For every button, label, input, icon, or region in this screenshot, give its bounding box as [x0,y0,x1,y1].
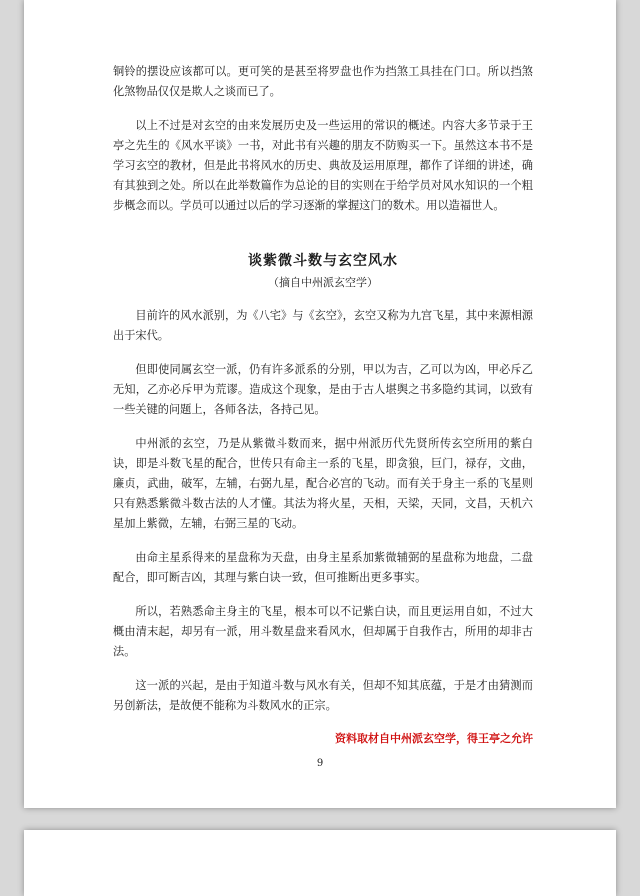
article-paragraph-4: 由命主星系得来的星盘称为天盘，由身主星系加紫微辅弼的星盘称为地盘，二盘配合，即可断吉凶，其理与紫白诀一致，但可推断出更多事实。 [113,551,533,584]
article-paragraph-2: 但即使同属玄空一派，仍有许多派系的分别，甲以为吉，乙可以为凶，甲必斥乙无知，乙亦必斥甲为荒谬。造成这个现象，是由于古人堪舆之书多隐约其词，以致有一些关键的问题上，各师各法，各持己见。 [113,363,533,416]
article-paragraph-5: 所以，若熟悉命主身主的飞星，根本可以不记紫白诀，而且更运用自如，不过大概由清末起，却另有一派，用斗数星盘来看风水，但却属于自我作古，所用的却非古法。 [113,605,533,658]
document-page [24,0,616,808]
page-content [113,62,533,746]
intro-paragraph-2: 以上不过是对玄空的由来发展历史及一些运用的常识的概述。内容大多节录于王亭之先生的《风水平谈》一书，对此书有兴趣的朋友不防购买一下。虽然这本书不是学习玄空的教材，但是此书将风水的历史、典故及运用原理，都作了详细的讲述，确有其独到之处。所以在此举数篇作为总论的目的实则在于给学员对风水知识的一个粗步概念而以。学员可以通过以后的学习逐渐的掌握这门的数术。用以造福世人。 [113,119,533,212]
article-subtitle: （摘自中州派玄空学） [268,276,378,289]
article-title: 谈紫微斗数与玄空风水 [248,253,398,269]
source-note: 资料取材自中州派玄空学，得王亭之允许 [335,732,533,745]
article-paragraph-6: 这一派的兴起，是由于知道斗数与风水有关，但却不知其底蕴，于是才由猜测而另创新法，是故便不能称为斗数风水的正宗。 [113,679,533,712]
next-page [24,830,616,896]
article-paragraph-1: 目前许的风水派别，为《八宅》与《玄空》，玄空又称为九宫飞星，其中来源相源出于宋代。 [113,309,533,342]
intro-paragraph-1: 铜铃的摆设应该都可以。更可笑的是甚至将罗盘也作为挡煞工具挂在门口。所以挡煞化煞物品仅仅是欺人之谈而已了。 [113,65,533,98]
page-number: 9 [316,758,324,769]
article-paragraph-3: 中州派的玄空，乃是从紫微斗数而来，据中州派历代先贤所传玄空所用的紫白诀，即是斗数飞星的配合，世传只有命主一系的飞星，即贪狼，巨门，禄存，文曲，廉贞，武曲，破军，左辅，右弼九星，配合必宫的飞动。而有关于身主一系的飞星则只有熟悉紫微斗数古法的人才懂。其法为将火星，天相，天梁，天同，文昌，天机六星加上紫微，左辅，右弼三星的飞动。 [113,437,533,530]
